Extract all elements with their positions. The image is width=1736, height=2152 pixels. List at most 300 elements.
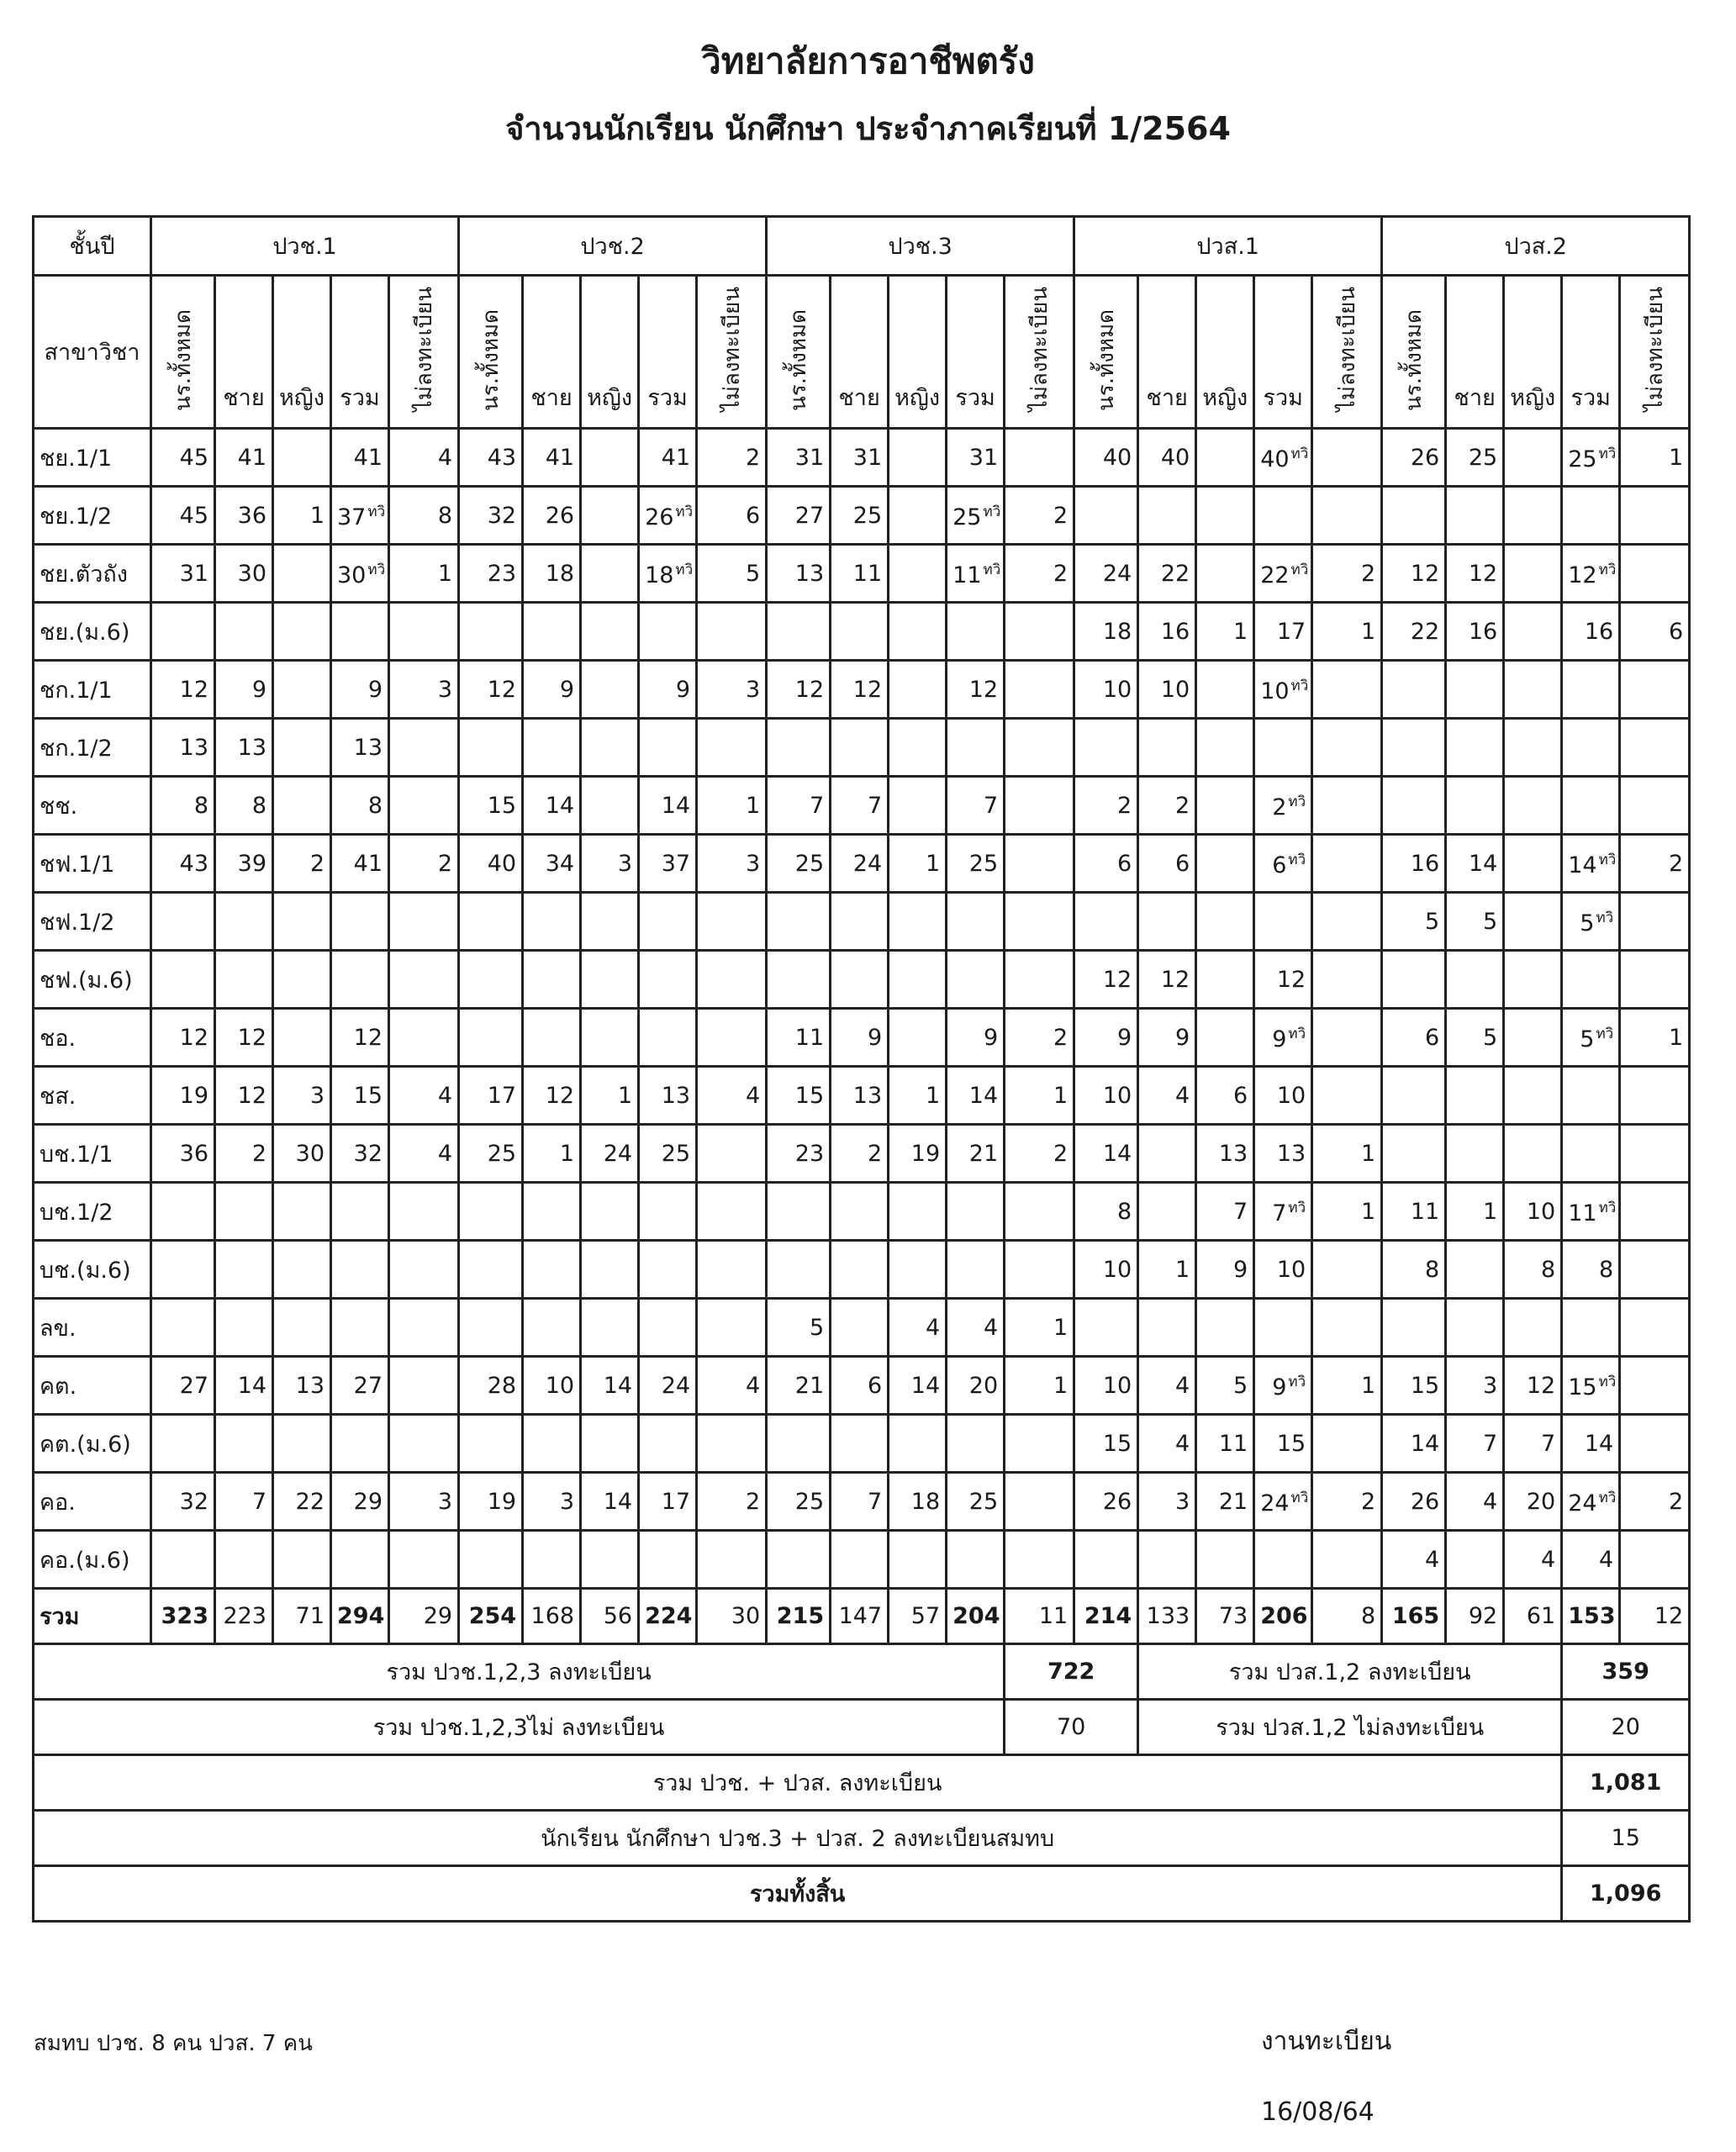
table-cell xyxy=(273,1357,331,1415)
table-cell xyxy=(1446,1415,1504,1473)
table-cell xyxy=(459,1531,523,1589)
row-label: ชย.ตัวถัง xyxy=(34,545,151,603)
table-cell xyxy=(1382,1241,1446,1299)
table-cell xyxy=(1446,661,1504,719)
table-cell xyxy=(1504,1241,1562,1299)
table-cell xyxy=(331,1067,389,1125)
cell-value: 15 xyxy=(794,1082,825,1109)
table-cell xyxy=(1138,1473,1196,1531)
cell-value: 37 xyxy=(661,850,691,877)
table-row xyxy=(34,1241,1690,1299)
cell-value: 9 xyxy=(1233,1256,1248,1283)
table-cell xyxy=(581,1531,639,1589)
table-cell xyxy=(581,1183,639,1241)
cell-value: 13 xyxy=(794,560,825,587)
cell-value: 8 xyxy=(251,792,266,819)
table-cell xyxy=(889,777,947,835)
table-cell xyxy=(767,777,831,835)
table-cell xyxy=(639,893,697,951)
table-cell xyxy=(767,893,831,951)
table-cell xyxy=(331,777,389,835)
table-cell xyxy=(889,1183,947,1241)
table-cell xyxy=(889,1009,947,1067)
table-cell xyxy=(1138,719,1196,777)
table-cell xyxy=(1005,719,1074,777)
cell-value: 12 xyxy=(794,676,825,703)
table-cell xyxy=(639,1241,697,1299)
table-cell xyxy=(1620,777,1690,835)
cell-value: 168 xyxy=(530,1603,575,1630)
table-cell xyxy=(523,1415,581,1473)
table-cell xyxy=(1254,545,1312,603)
cell-value: 8 xyxy=(437,502,453,529)
table-cell xyxy=(1138,1357,1196,1415)
table-cell xyxy=(1196,835,1254,893)
cell-value: 3 xyxy=(617,850,633,877)
table-cell xyxy=(151,1473,215,1531)
subheader-total-students-2 xyxy=(767,276,831,429)
cell-value: 8 xyxy=(367,792,383,819)
table-cell xyxy=(1138,603,1196,661)
dual-system-mark: ทวิ xyxy=(1288,1374,1306,1391)
cell-value: 2 xyxy=(1361,560,1376,587)
cell-value: 8 xyxy=(1117,1198,1132,1225)
table-cell xyxy=(523,719,581,777)
table-cell xyxy=(581,1009,639,1067)
table-cell xyxy=(273,1183,331,1241)
table-cell xyxy=(1312,661,1382,719)
subheader-unregistered-1 xyxy=(697,276,767,429)
table-cell xyxy=(1312,835,1382,893)
table-cell xyxy=(1562,893,1620,951)
table-cell xyxy=(215,545,273,603)
table-cell xyxy=(1446,893,1504,951)
table-cell xyxy=(1562,835,1620,893)
cell-value: 41 xyxy=(353,444,383,471)
table-cell xyxy=(273,1415,331,1473)
table-cell xyxy=(639,835,697,893)
cell-value: 24 xyxy=(1568,1490,1597,1517)
table-cell xyxy=(459,1241,523,1299)
table-cell xyxy=(273,603,331,661)
table-cell xyxy=(889,835,947,893)
table-cell xyxy=(697,661,767,719)
cell-value: 2 xyxy=(1361,1488,1376,1515)
cell-value: 25 xyxy=(1568,446,1597,473)
table-cell xyxy=(1446,1183,1504,1241)
row-label: ชย.1/2 xyxy=(34,487,151,545)
table-cell xyxy=(1312,429,1382,487)
table-cell xyxy=(831,545,889,603)
table-cell xyxy=(1074,1067,1138,1125)
level-header-pvc3: ปวช.3 xyxy=(767,217,1074,276)
table-cell xyxy=(639,1067,697,1125)
cell-value: 9 xyxy=(251,676,266,703)
table-cell xyxy=(1074,1473,1138,1531)
table-cell xyxy=(1504,603,1562,661)
table-cell xyxy=(459,429,523,487)
table-cell xyxy=(697,487,767,545)
table-cell xyxy=(331,1531,389,1589)
all-registered-value: 1,081 xyxy=(1562,1755,1690,1811)
dual-system-mark: ทวิ xyxy=(983,562,1001,579)
cell-value: 19 xyxy=(910,1140,941,1167)
table-cell xyxy=(389,1183,459,1241)
level-header-pvc1: ปวช.1 xyxy=(151,217,459,276)
table-cell xyxy=(1196,777,1254,835)
cell-value: 8 xyxy=(1425,1256,1440,1283)
table-cell xyxy=(1312,777,1382,835)
cell-value: 223 xyxy=(223,1603,266,1630)
document-title: วิทยาลัยการอาชีพตรัง xyxy=(701,40,1035,82)
table-cell xyxy=(151,1067,215,1125)
table-cell xyxy=(831,603,889,661)
table-cell xyxy=(947,603,1005,661)
table-cell xyxy=(389,777,459,835)
cell-value: 31 xyxy=(179,560,208,587)
table-cell xyxy=(215,951,273,1009)
subheader-sum-0: รวม xyxy=(331,276,389,429)
cell-value: 15 xyxy=(353,1082,383,1109)
table-cell xyxy=(1196,1531,1254,1589)
row-label: ชช. xyxy=(34,777,151,835)
table-cell xyxy=(459,603,523,661)
table-cell xyxy=(767,719,831,777)
table-cell xyxy=(831,487,889,545)
cell-value: 26 xyxy=(545,502,575,529)
table-cell xyxy=(639,1357,697,1415)
subheader-total-students-1 xyxy=(459,276,523,429)
table-cell xyxy=(1620,719,1690,777)
table-cell xyxy=(273,661,331,719)
table-row xyxy=(34,1125,1690,1183)
table-cell xyxy=(389,1531,459,1589)
cell-value: 14 xyxy=(603,1488,633,1515)
cell-value: 294 xyxy=(337,1603,385,1630)
cell-value: 27 xyxy=(353,1372,383,1399)
table-cell xyxy=(1074,719,1138,777)
cell-value: 7 xyxy=(867,1488,883,1515)
cell-value: 6 xyxy=(1117,850,1132,877)
table-cell xyxy=(889,429,947,487)
table-cell xyxy=(1446,545,1504,603)
table-cell xyxy=(151,1357,215,1415)
table-cell xyxy=(767,1531,831,1589)
table-cell xyxy=(1138,835,1196,893)
cell-value: 133 xyxy=(1146,1603,1190,1630)
table-cell xyxy=(947,487,1005,545)
table-cell xyxy=(1312,1531,1382,1589)
table-cell xyxy=(1254,835,1312,893)
cell-value: 36 xyxy=(237,502,266,529)
cell-value: 43 xyxy=(179,850,208,877)
table-cell xyxy=(889,1241,947,1299)
table-cell xyxy=(1382,1183,1446,1241)
cell-value: 9 xyxy=(983,1024,999,1051)
table-cell xyxy=(767,1067,831,1125)
table-cell xyxy=(831,1009,889,1067)
cell-value: 6 xyxy=(1272,852,1287,879)
table-cell xyxy=(1196,1299,1254,1357)
table-cell xyxy=(151,1531,215,1589)
cell-value: 4 xyxy=(745,1372,761,1399)
cell-value: 12 xyxy=(545,1082,575,1109)
table-cell xyxy=(1620,1357,1690,1415)
table-cell xyxy=(215,429,273,487)
table-cell xyxy=(1382,1067,1446,1125)
row-label: ชก.1/1 xyxy=(34,661,151,719)
table-row xyxy=(34,487,1690,545)
table-cell xyxy=(1382,951,1446,1009)
table-cell xyxy=(1196,429,1254,487)
cell-value: 4 xyxy=(1425,1546,1440,1573)
table-cell xyxy=(523,1241,581,1299)
cell-value: 11 xyxy=(852,560,883,587)
table-cell xyxy=(581,1415,639,1473)
cell-value: 41 xyxy=(237,444,266,471)
cell-value: 45 xyxy=(179,444,208,471)
somtob-footnote: สมทบ ปวช. 8 คน ปวส. 7 คน xyxy=(34,2031,313,2056)
subheader-sum-4: รวม xyxy=(1562,276,1620,429)
cell-value: 13 xyxy=(1276,1140,1306,1167)
total-cell xyxy=(273,1589,331,1644)
cell-value: 11 xyxy=(1038,1603,1069,1630)
row-label: ชก.1/2 xyxy=(34,719,151,777)
table-cell xyxy=(273,545,331,603)
table-cell xyxy=(889,1473,947,1531)
table-cell xyxy=(767,1009,831,1067)
table-cell xyxy=(697,545,767,603)
total-cell xyxy=(1562,1589,1620,1644)
cell-value: 22 xyxy=(1160,560,1190,587)
cell-value: 6 xyxy=(1669,618,1684,645)
table-cell xyxy=(215,1473,273,1531)
cell-value: 15 xyxy=(1410,1372,1440,1399)
table-cell xyxy=(1504,1183,1562,1241)
table-cell xyxy=(947,777,1005,835)
table-cell xyxy=(581,661,639,719)
subheader-vertical-text: นร.ทั้งหมด xyxy=(786,309,812,412)
table-cell xyxy=(1562,1067,1620,1125)
pvs-unregistered-label: รวม ปวส.1,2 ไม่ลงทะเบียน xyxy=(1138,1700,1562,1755)
table-cell xyxy=(273,1009,331,1067)
cell-value: 4 xyxy=(1599,1546,1614,1573)
pvc-registered-value: 722 xyxy=(1005,1644,1138,1700)
table-cell xyxy=(1504,1531,1562,1589)
dual-system-mark: ทวิ xyxy=(675,562,694,579)
table-cell xyxy=(331,1473,389,1531)
table-cell xyxy=(1446,1067,1504,1125)
table-cell xyxy=(947,1473,1005,1531)
cell-value: 12 xyxy=(1276,966,1306,993)
table-cell xyxy=(459,487,523,545)
cell-value: 2 xyxy=(745,1488,761,1515)
table-cell xyxy=(459,835,523,893)
cell-value: 25 xyxy=(968,1488,999,1515)
cell-value: 5 xyxy=(1483,908,1498,935)
table-cell xyxy=(1312,487,1382,545)
table-cell xyxy=(581,893,639,951)
table-cell xyxy=(831,661,889,719)
table-cell xyxy=(389,661,459,719)
table-cell xyxy=(1005,1009,1074,1067)
table-cell xyxy=(1005,1299,1074,1357)
total-cell xyxy=(767,1589,831,1644)
table-cell xyxy=(1446,1241,1504,1299)
table-cell xyxy=(1074,1125,1138,1183)
table-cell xyxy=(639,1299,697,1357)
cell-value: 6 xyxy=(1233,1082,1248,1109)
cell-value: 2 xyxy=(1053,1024,1069,1051)
cell-value: 10 xyxy=(1260,678,1290,705)
cell-value: 40 xyxy=(487,850,517,877)
cell-value: 9 xyxy=(367,676,383,703)
table-cell xyxy=(1196,603,1254,661)
table-row xyxy=(34,835,1690,893)
table-cell xyxy=(1562,1299,1620,1357)
table-cell xyxy=(389,1125,459,1183)
table-cell xyxy=(697,1473,767,1531)
cell-value: 7 xyxy=(867,792,883,819)
table-cell xyxy=(1312,951,1382,1009)
total-cell xyxy=(1005,1589,1074,1644)
subheader-female-3: หญิง xyxy=(1196,276,1254,429)
table-cell xyxy=(151,1183,215,1241)
table-cell xyxy=(889,1357,947,1415)
total-cell xyxy=(523,1589,581,1644)
subheader-sum-3: รวม xyxy=(1254,276,1312,429)
table-cell xyxy=(331,1299,389,1357)
table-row xyxy=(34,1357,1690,1415)
table-cell xyxy=(331,661,389,719)
table-cell xyxy=(1005,1125,1074,1183)
cell-value: 25 xyxy=(852,502,883,529)
table-cell xyxy=(1446,487,1504,545)
table-cell xyxy=(1382,1125,1446,1183)
cell-value: 4 xyxy=(437,1082,453,1109)
year-label: ชั้นปี xyxy=(34,217,151,276)
cell-value: 12 xyxy=(179,1024,208,1051)
table-cell xyxy=(1382,1009,1446,1067)
table-cell xyxy=(151,487,215,545)
cell-value: 23 xyxy=(487,560,517,587)
row-label: คต.(ม.6) xyxy=(34,1415,151,1473)
table-cell xyxy=(1312,719,1382,777)
total-cell xyxy=(1382,1589,1446,1644)
cell-value: 12 xyxy=(179,676,208,703)
cell-value: 36 xyxy=(179,1140,208,1167)
table-cell xyxy=(831,1357,889,1415)
pvs-unregistered-value: 20 xyxy=(1562,1700,1690,1755)
table-cell xyxy=(767,661,831,719)
table-cell xyxy=(151,545,215,603)
subheader-total-students-0 xyxy=(151,276,215,429)
cell-value: 3 xyxy=(745,676,761,703)
table-cell xyxy=(767,429,831,487)
table-cell xyxy=(273,1067,331,1125)
cell-value: 11 xyxy=(1568,1200,1597,1227)
subheader-unregistered-0 xyxy=(389,276,459,429)
table-cell xyxy=(1312,1357,1382,1415)
cell-value: 3 xyxy=(1483,1372,1498,1399)
table-cell xyxy=(1254,429,1312,487)
cell-value: 32 xyxy=(353,1140,383,1167)
table-cell xyxy=(1446,1299,1504,1357)
table-cell xyxy=(639,1183,697,1241)
cell-value: 18 xyxy=(645,562,674,589)
table-cell xyxy=(639,1415,697,1473)
table-cell xyxy=(1504,1299,1562,1357)
table-cell xyxy=(639,1531,697,1589)
cell-value: 29 xyxy=(423,1603,453,1630)
table-cell xyxy=(1312,603,1382,661)
table-cell xyxy=(1196,1357,1254,1415)
table-cell xyxy=(947,719,1005,777)
cell-value: 2 xyxy=(867,1140,883,1167)
table-cell xyxy=(1620,661,1690,719)
table-cell xyxy=(1138,951,1196,1009)
cell-value: 16 xyxy=(1410,850,1440,877)
pvc-unregistered-value: 70 xyxy=(1005,1700,1138,1755)
table-cell xyxy=(1620,1299,1690,1357)
table-cell xyxy=(459,545,523,603)
table-cell xyxy=(1074,1357,1138,1415)
cell-value: 215 xyxy=(776,1603,825,1630)
table-cell xyxy=(947,1531,1005,1589)
cell-value: 12 xyxy=(852,676,883,703)
grand-total-value: 1,096 xyxy=(1562,1866,1690,1922)
document-subtitle: จำนวนนักเรียน นักศึกษา ประจำภาคเรียนที่ 1/2564 xyxy=(505,110,1231,147)
subheader-male-2: ชาย xyxy=(831,276,889,429)
row-label: ชอ. xyxy=(34,1009,151,1067)
table-cell xyxy=(1504,661,1562,719)
cell-value: 2 xyxy=(1272,794,1287,821)
table-cell xyxy=(151,603,215,661)
table-cell xyxy=(151,893,215,951)
table-cell xyxy=(1446,719,1504,777)
total-cell xyxy=(1312,1589,1382,1644)
cell-value: 5 xyxy=(1580,910,1595,937)
cell-value: 34 xyxy=(545,850,575,877)
table-cell xyxy=(331,1415,389,1473)
dual-system-mark: ทวิ xyxy=(1290,1490,1309,1507)
table-cell xyxy=(1138,1415,1196,1473)
table-cell xyxy=(459,1067,523,1125)
table-cell xyxy=(523,429,581,487)
table-cell xyxy=(1382,545,1446,603)
cell-value: 1 xyxy=(1669,444,1684,471)
table-cell xyxy=(697,777,767,835)
cell-value: 25 xyxy=(661,1140,691,1167)
table-cell xyxy=(889,603,947,661)
table-cell xyxy=(1446,1357,1504,1415)
cell-value: 10 xyxy=(1102,1082,1132,1109)
table-cell xyxy=(273,1299,331,1357)
table-cell xyxy=(215,1299,273,1357)
row-label: บช.1/1 xyxy=(34,1125,151,1183)
cell-value: 26 xyxy=(1410,444,1440,471)
table-cell xyxy=(1620,487,1690,545)
table-cell xyxy=(767,1415,831,1473)
cell-value: 214 xyxy=(1084,1603,1132,1630)
table-cell xyxy=(947,1415,1005,1473)
table-cell xyxy=(215,1009,273,1067)
cell-value: 12 xyxy=(968,676,999,703)
cell-value: 8 xyxy=(1599,1256,1614,1283)
cell-value: 12 xyxy=(1568,562,1597,589)
cell-value: 10 xyxy=(1102,1256,1132,1283)
cell-value: 45 xyxy=(179,502,208,529)
